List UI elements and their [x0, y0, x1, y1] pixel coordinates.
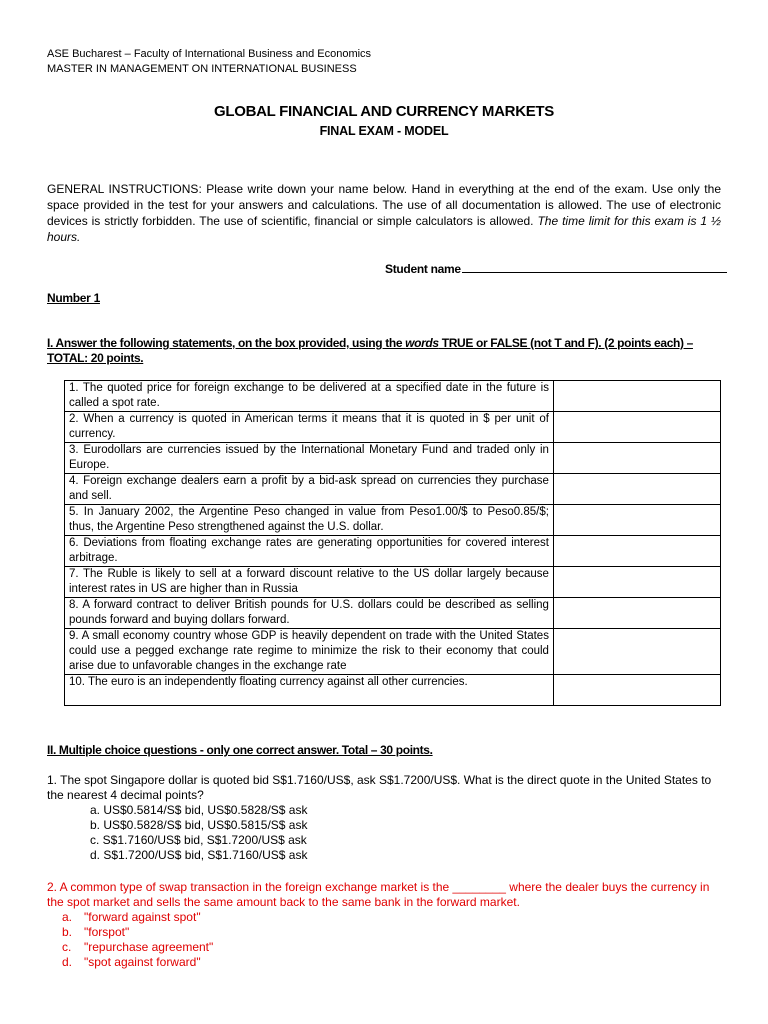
statement-cell: 4. Foreign exchange dealers earn a profit by a bid-ask spread on currencies they purchase and sell.	[65, 474, 554, 505]
statement-cell: 8. A forward contract to deliver British pounds for U.S. dollars could be described as selling pounds forward and buying dollars forward.	[65, 598, 554, 629]
option-a[interactable]: a. US$0.5814/S$ bid, US$0.5828/S$ ask	[90, 803, 308, 817]
statement-cell: 1. The quoted price for foreign exchange to be delivered at a specified date in the future is called a spot rate.	[65, 381, 554, 412]
question-2-text: 2. A common type of swap transaction in the foreign exchange market is the ________ where the dealer buys the currency in the spot market and sells the same amount back to the same bank in the forward market.	[47, 880, 710, 909]
exam-subtitle: FINAL EXAM - MODEL	[319, 124, 449, 138]
answer-box[interactable]	[553, 505, 720, 536]
exam-title: GLOBAL FINANCIAL AND CURRENCY MARKETS	[213, 103, 555, 120]
section-1-italic-word: words	[405, 336, 439, 350]
question-2	[47, 880, 721, 970]
answer-box[interactable]	[553, 381, 720, 412]
question-2-options	[47, 910, 721, 970]
option-label: a.	[62, 910, 73, 924]
statement-cell: 3. Eurodollars are currencies issued by the International Monetary Fund and traded only in Europe.	[65, 443, 554, 474]
answer-box[interactable]	[553, 598, 720, 629]
table-row	[65, 412, 721, 443]
question-1-options	[47, 803, 721, 863]
statement-cell: 2. When a currency is quoted in American terms it means that it is quoted in $ per unit of currency.	[65, 412, 554, 443]
statement-cell: 6. Deviations from floating exchange rates are generating opportunities for covered interest arbitrage.	[65, 536, 554, 567]
section-1-text-a: I. Answer the following statements, on the box provided, using the	[47, 336, 406, 350]
option-c[interactable]: c. S$1.7160/US$ bid, S$1.7200/US$ ask	[90, 833, 307, 847]
section-1-heading	[47, 336, 721, 366]
option-label: c.	[62, 940, 72, 954]
table-row	[65, 505, 721, 536]
table-row	[65, 443, 721, 474]
option-b[interactable]	[47, 925, 721, 940]
option-d[interactable]: d. S$1.7200/US$ bid, S$1.7160/US$ ask	[90, 848, 308, 862]
section-1-text-b: TRUE or FALSE (not T and F). (2 points each) – TOTAL: 20 points.	[47, 336, 693, 365]
answer-box[interactable]	[553, 629, 720, 675]
option-a[interactable]	[47, 910, 721, 925]
number-label: Number 1	[47, 291, 100, 305]
header-institution: ASE Bucharest – Faculty of International Business and Economics	[47, 48, 372, 60]
general-instructions	[47, 181, 721, 245]
option-text: "forward against spot"	[84, 910, 201, 924]
answer-box[interactable]	[553, 474, 720, 505]
question-1-text: 1. The spot Singapore dollar is quoted bid S$1.7160/US$, ask S$1.7200/US$. What is the direct quote in the United States to the nearest 4 decimal points?	[47, 773, 712, 802]
option-d[interactable]	[47, 955, 721, 970]
question-1	[47, 773, 721, 863]
table-row	[65, 474, 721, 505]
option-c[interactable]	[47, 940, 721, 955]
statement-cell: 7. The Ruble is likely to sell at a forward discount relative to the US dollar largely because interest rates in US are higher than in Russia	[65, 567, 554, 598]
table-row	[65, 675, 721, 706]
answer-box[interactable]	[553, 412, 720, 443]
student-name-field[interactable]	[462, 260, 727, 273]
option-label: b.	[62, 925, 73, 939]
answer-box[interactable]	[553, 443, 720, 474]
option-text: "forspot"	[84, 925, 130, 939]
time-limit-text: The time limit for this exam is 1 ½ hours.	[47, 214, 722, 244]
answer-box[interactable]	[553, 536, 720, 567]
table-row	[65, 598, 721, 629]
section-2-heading: II. Multiple choice questions - only one correct answer. Total – 30 points.	[47, 743, 433, 757]
option-text: "repurchase agreement"	[84, 940, 214, 954]
document-header	[47, 47, 371, 77]
answer-box[interactable]	[553, 675, 720, 706]
option-label: d.	[62, 955, 73, 969]
table-row	[65, 536, 721, 567]
table-row	[65, 381, 721, 412]
table-row	[65, 629, 721, 675]
statement-cell: 10. The euro is an independently floating currency against all other currencies.	[65, 675, 554, 706]
true-false-table	[64, 380, 721, 706]
header-program: MASTER IN MANAGEMENT ON INTERNATIONAL BUSINESS	[47, 63, 357, 75]
option-b[interactable]: b. US$0.5828/S$ bid, US$0.5815/S$ ask	[90, 818, 308, 832]
instructions-text: GENERAL INSTRUCTIONS: Please write down your name below. Hand in everything at the end of the exam. Use only the space provided in the test for your answers and calculations. The use of all documentation is allowed. The use of electronic devices is strictly forbidden. The use of scientific, financial or simple calculators is allowed.	[47, 182, 721, 228]
table-row	[65, 567, 721, 598]
statement-cell: 9. A small economy country whose GDP is heavily dependent on trade with the United States could use a pegged exchange rate regime to minimize the risk to their economy that could arise due to unfavorable changes in the exchange rate	[65, 629, 554, 675]
statement-cell: 5. In January 2002, the Argentine Peso changed in value from Peso1.00/$ to Peso0.85/$; thus, the Argentine Peso strengthened against the U.S. dollar.	[65, 505, 554, 536]
answer-box[interactable]	[553, 567, 720, 598]
student-name-label: Student name	[385, 262, 461, 276]
option-text: "spot against forward"	[84, 955, 201, 969]
student-name-row	[385, 260, 727, 277]
